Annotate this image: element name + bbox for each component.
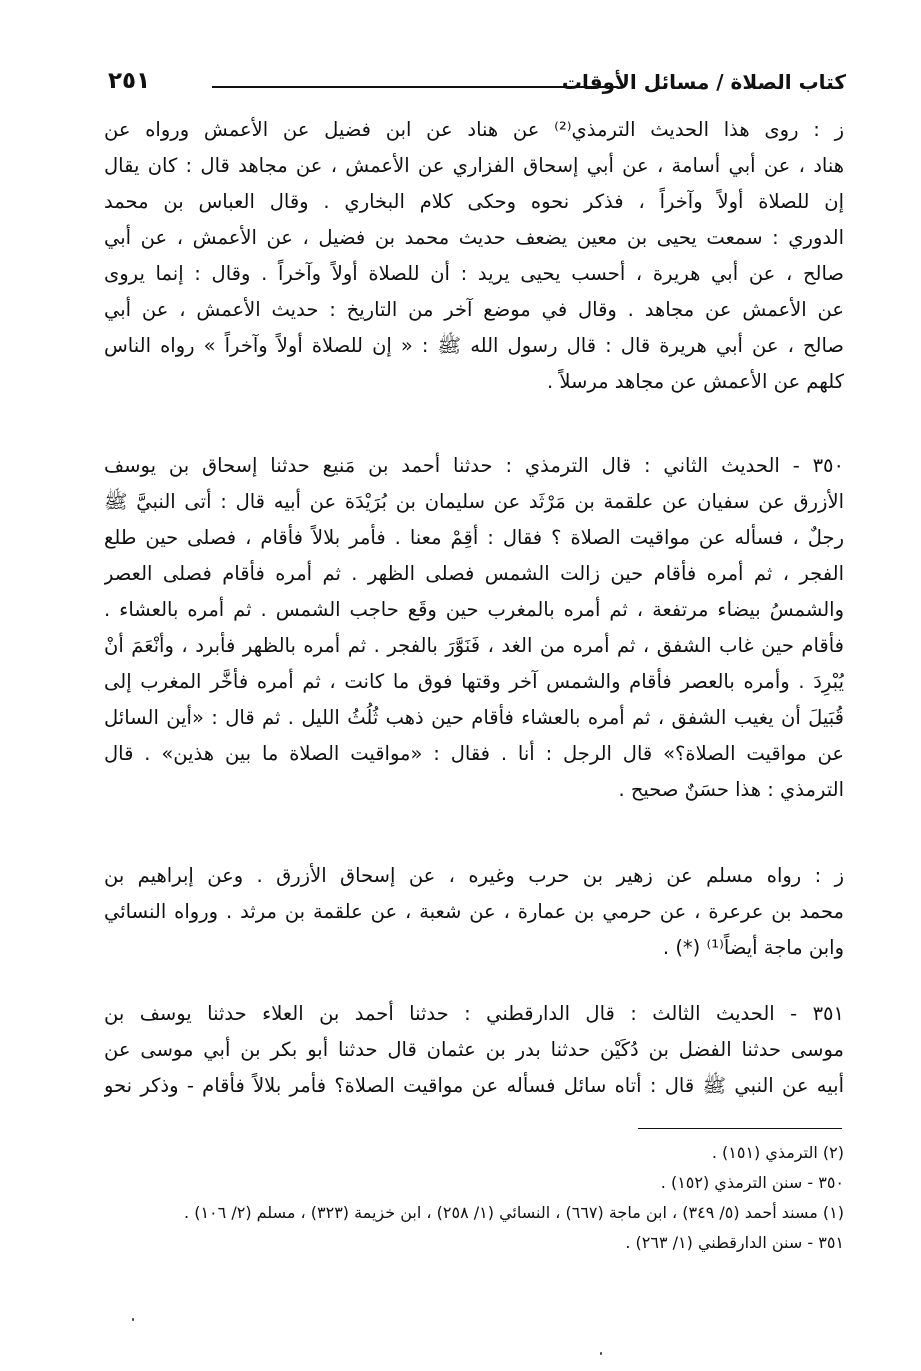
text-line: قُبَيلَ أن يغيب الشفق ، ثم أمره بالعشاء فأقام حين ذهب ثُلُثُ الليل . ثم قال : «أين السائل [104,706,844,729]
text-line: محمد بن عرعرة ، عن حرمي بن عمارة ، عن شعبة ، عن علقمة بن مرثد . ورواه النسائي [104,900,844,923]
text-line: عن الأعمش عن مجاهد . وقال في موضع آخر من التاريخ : حديث الأعمش ، عن أبي [104,298,844,321]
scan-speck [600,1352,602,1355]
text-line: ٣٥١ - الحديث الثالث : قال الدارقطني : حدثنا أحمد بن العلاء حدثنا يوسف بن [104,1002,844,1025]
commentary-paragraph-2 [104,858,844,966]
footnote: (١) مسند أحمد (٥/ ٣٤٩) ، ابن ماجة (٦٦٧) ، النسائي (١/ ٢٥٨) ، ابن خزيمة (٣٢٣) ، مسلم (٢/ ١٠٦) . [184,1203,844,1222]
text-line: صالح ، عن أبي هريرة ، أحسب يحيى يريد : أن للصلاة أولاً وآخراً . وقال : إنما يروى [104,262,844,285]
page-number: ٢٥١ [108,68,151,94]
text-line: كلهم عن الأعمش عن مجاهد مرسلاً . [546,370,844,393]
chapter-title: كتاب الصلاة / مسائل الأوقات [561,70,846,94]
text-line: أبيه عن النبي ﷺ قال : أتاه سائل فسأله عن مواقيت الصلاة؟ فأمر بلالاً فأقام - وذكر نحو [104,1074,844,1097]
text-line: الترمذي : هذا حسَنٌ صحيح . [618,778,844,801]
commentary-paragraph-1 [104,112,844,400]
text-line: والشمسُ بيضاء مرتفعة ، ثم أمره بالمغرب حين وقَع حاجب الشمس . ثم أمره بالعشاء . [104,598,844,621]
text-line: فأقام حين غاب الشفق ، ثم أمره من الغد ، فَنَوَّرَ بالفجر . ثم أمره بالظهر فأبرد ، وأنْعَمَ أنْ [104,634,844,657]
hadith-350-paragraph [104,448,844,808]
text-line: رجلٌ ، فسأله عن مواقيت الصلاة ؟ فقال : أقِمْ معنا . فأمر بلالاً فأقام ، فصلى حين طلع [104,526,844,549]
text-line: صالح ، عن أبي هريرة قال : قال رسول الله ﷺ : « إن للصلاة أولاً وآخراً » رواه الناس [104,334,844,357]
scan-speck [132,1318,134,1321]
text-line: الدوري : سمعت يحيى بن معين يضعف حديث محمد بن فضيل ، عن الأعمش ، عن أبي [104,226,844,249]
text-line: ٣٥٠ - الحديث الثاني : قال الترمذي : حدثنا أحمد بن مَنيع حدثنا إسحاق بن يوسف [104,454,844,477]
footnote: ٣٥١ - سنن الدارقطني (١/ ٢٦٣) . [625,1233,844,1252]
text-line: إن للصلاة أولاً وآخراً ، فذكر نحوه وحكى كلام البخاري . وقال العباس بن محمد [104,190,844,213]
text-line: هناد ، عن أبي أسامة ، عن أبي إسحاق الفزاري عن الأعمش ، عن مجاهد قال : كان يقال [104,154,844,177]
footnote: (٢) الترمذي (١٥١) . [711,1143,844,1162]
footnote-separator [638,1128,842,1129]
text-line: يُبْرِدَ . وأمره بالعصر فأقام والشمس آخر وقتها فوق ما كانت ، ثم أمره فأخَّر المغرب إلى [104,670,844,693]
text-line: عن مواقيت الصلاة؟» قال الرجل : أنا . فقال : «مواقيت الصلاة ما بين هذين» . قال [104,742,844,765]
footnotes [104,1138,844,1258]
running-header [108,66,846,106]
text-line: الأزرق عن سفيان عن علقمة بن مَرْثَد عن سليمان بن بُرَيْدَة عن أبيه قال : أتى النبيَّ ﷺ [104,490,844,513]
text-line: موسى حدثنا الفضل بن دُكَيْن حدثنا بدر بن عثمان قال حدثنا أبو بكر بن أبي موسى عن [104,1038,844,1061]
header-rule [212,86,618,88]
text-line: وابن ماجة أيضاً⁽¹⁾ (*) . [662,936,844,959]
footnote: ٣٥٠ - سنن الترمذي (١٥٢) . [660,1173,844,1192]
text-line: الفجر ، ثم أمره فأقام حين زالت الشمس فصلى الظهر . ثم أمره فأقام فصلى العصر [104,562,844,585]
text-line: ز : روى هذا الحديث الترمذي⁽²⁾ عن هناد عن ابن فضيل عن الأعمش ورواه عن [104,118,844,141]
text-line: ز : رواه مسلم عن زهير بن حرب وغيره ، عن إسحاق الأزرق . وعن إبراهيم بن [104,864,844,887]
hadith-351-paragraph [104,996,844,1104]
